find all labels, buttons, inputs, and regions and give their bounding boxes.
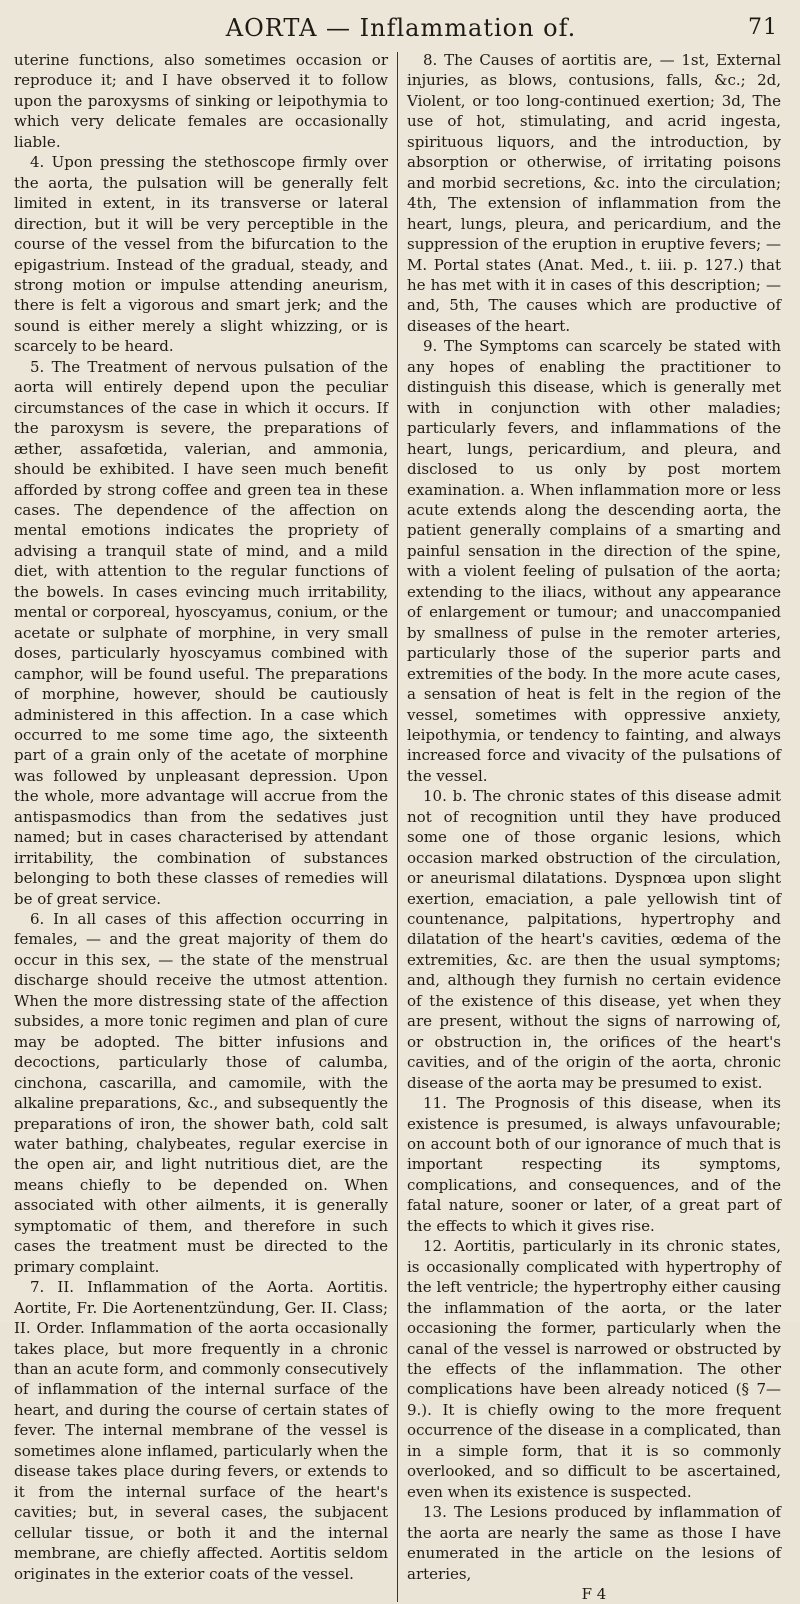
paragraph: 11. The Prognosis of this disease, when its existence is presumed, is always unfavourable; on account both of our ignorance of much that is important respecting its symptoms, complications, and consequences, and of the fatal nature, sooner or later, of a great part of the effects to which it gives rise. — [407, 1094, 781, 1235]
paragraph: 5. The Treatment of nervous pulsation of the aorta will entirely depend upon the peculiar circumstances of the case in which it occurs. If the paroxysm is severe, the preparations of æther, assafœtida, valerian, and ammonia, should be exhibited. I have seen much benefit afforded by strong coffee and green tea in these cases. The dependence of the affection on mental emotions indicates the propriety of advising a tranquil state of mind, and a mild diet, with attention to the regular functions of the bowels. In cases evincing much irritability, mental or corporeal, hyoscyamus, conium, or the acetate or sulphate of morphine, in very small doses, particularly hyoscyamus combined with camphor, will be found useful. The preparations of morphine, however, should be cautiously administered in this affection. In a case which occurred to me some time ago, the sixteenth part of a grain only of the acetate of morphine was followed by unpleasant depression. Upon the whole, more advantage will accrue from the antispasmodics than from the sedatives just named; but in cases characterised by attendant irritability, the combination of substances belonging to both these classes of remedies will be of great service. — [14, 357, 388, 908]
signature-mark: F 4 — [581, 1584, 607, 1603]
paragraph: 4. Upon pressing the stethoscope firmly over the aorta, the pulsation will be generally felt limited in extent, in its transverse or lateral direction, but it will be very perceptible in the course of the vessel from the bifurcation to the epigastrium. Instead of the gradual, steady, and strong motion or impulse attending aneurism, there is felt a vigorous and smart jerk; and the sound is either merely a slight whizzing, or is scarcely to be heard. — [14, 153, 388, 356]
paragraph: 10. b. The chronic states of this disease admit not of recognition until they have produced some one of those organic lesions, which occasion marked obstruction of the circulation, or aneurismal dilatations. Dyspnœa upon slight exertion, emaciation, a pale yellowish tint of countenance, palpitations, hypertrophy and dilatation of the heart's cavities, œdema of the extremities, &c. are then the usual symptoms; and, although they furnish no certain evidence of the existence of this disease, yet when they are present, without the signs of narrowing of, or obstruction in, the orifices of the heart's cavities, and of the origin of the aorta, chronic disease of the aorta may be presumed to exist. — [407, 787, 781, 1092]
running-header — [14, 8, 788, 48]
paragraph: 7. II. Inflammation of the Aorta. Aortitis. Aortite, Fr. Die Aortenentzündung, Ger. II. Class; II. Order. Inflammation of the aorta occasionally takes place, but more frequently in a chronic than an acute form, and commonly consecutively of inflammation of the internal surface of the heart, and during the course of certain states of fever. The internal membrane of the vessel is sometimes alone inflamed, particularly when the disease takes place during fevers, or extends to it from the internal surface of the heart's cavities; but, in several cases, the subjacent cellular tissue, or both it and the internal membrane, are chiefly affected. Aortitis seldom originates in the exterior coats of the vessel. — [14, 1278, 388, 1583]
left-column — [14, 50, 397, 1604]
paragraph: uterine functions, also sometimes occasion or reproduce it; and I have observed it to follow upon the paroxysms of sinking or leipothymia to which very delicate females are occasionally liable. — [14, 51, 388, 151]
text-columns — [14, 50, 788, 1604]
page-number: 71 — [748, 15, 778, 40]
paragraph: 9. The Symptoms can scarcely be stated with any hopes of enabling the practitioner to distinguish this disease, which is generally met with in conjunction with other maladies; particularly fevers, and inflammations of the heart, lungs, pericardium, and pleura, and disclosed to us only by post mortem examination. a. When inflammation more or less acute extends along the descending aorta, the patient generally complains of a smarting and painful sensation in the direction of the spine, with a violent feeling of pulsation of the aorta; extending to the iliacs, without any appearance of enlargement or tumour; and unaccompanied by smallness of pulse in the remoter arteries, particularly those of the superior parts and extremities of the body. In the more acute cases, a sensation of heat is felt in the region of the vessel, sometimes with oppressive anxiety, leipothymia, or tendency to fainting, and always increased force and vivacity of the pulsations of the vessel. — [407, 337, 781, 785]
paragraph: 12. Aortitis, particularly in its chronic states, is occasionally complicated with hypertrophy of the left ventricle; the hypertrophy either causing the inflammation of the aorta, or the later occasioning the former, particularly when the canal of the vessel is narrowed or obstructed by the effects of the inflammation. The other complications have been already noticed (§ 7—9.). It is chiefly owing to the more frequent occurrence of the disease in a complicated, than in a simple form, that it is so commonly overlooked, and so difficult to be ascertained, even when its existence is suspected. — [407, 1237, 781, 1501]
paragraph: 8. The Causes of aortitis are, — 1st, External injuries, as blows, contusions, falls, &c.; 2d, Violent, or too long-continued exertion; 3d, The use of hot, stimulating, and acrid ingesta, spirituous liquors, and the introduction, by absorption or otherwise, of irritating poisons and morbid secretions, &c. into the circulation; 4th, The extension of inflammation from the heart, lungs, pleura, and pericardium, and the suppression of the eruption in eruptive fevers; — M. Portal states (Anat. Med., t. iii. p. 127.) that he has met with it in cases of this description; — and, 5th, The causes which are productive of diseases of the heart. — [407, 51, 781, 335]
paragraph: 6. In all cases of this affection occurring in females, — and the great majority of them do occur in this sex, — the state of the menstrual discharge should receive the utmost attention. When the more distressing state of the affection subsides, a more tonic regimen and plan of cure may be adopted. The bitter infusions and decoctions, particularly those of calumba, cinchona, cascarilla, and camomile, with the alkaline preparations, &c., and subsequently the preparations of iron, the shower bath, cold salt water bathing, chalybeates, regular exercise in the open air, and light nutritious diet, are the means chiefly to be depended on. When associated with other ailments, it is generally symptomatic of them, and therefore in such cases the treatment must be directed to the primary complaint. — [14, 910, 388, 1276]
running-title: AORTA — Inflammation of. — [225, 14, 577, 42]
right-column — [398, 50, 781, 1604]
paragraph: 13. The Lesions produced by inflammation of the aorta are nearly the same as those I have enumerated in the article on the lesions of arteries, — [407, 1503, 781, 1583]
